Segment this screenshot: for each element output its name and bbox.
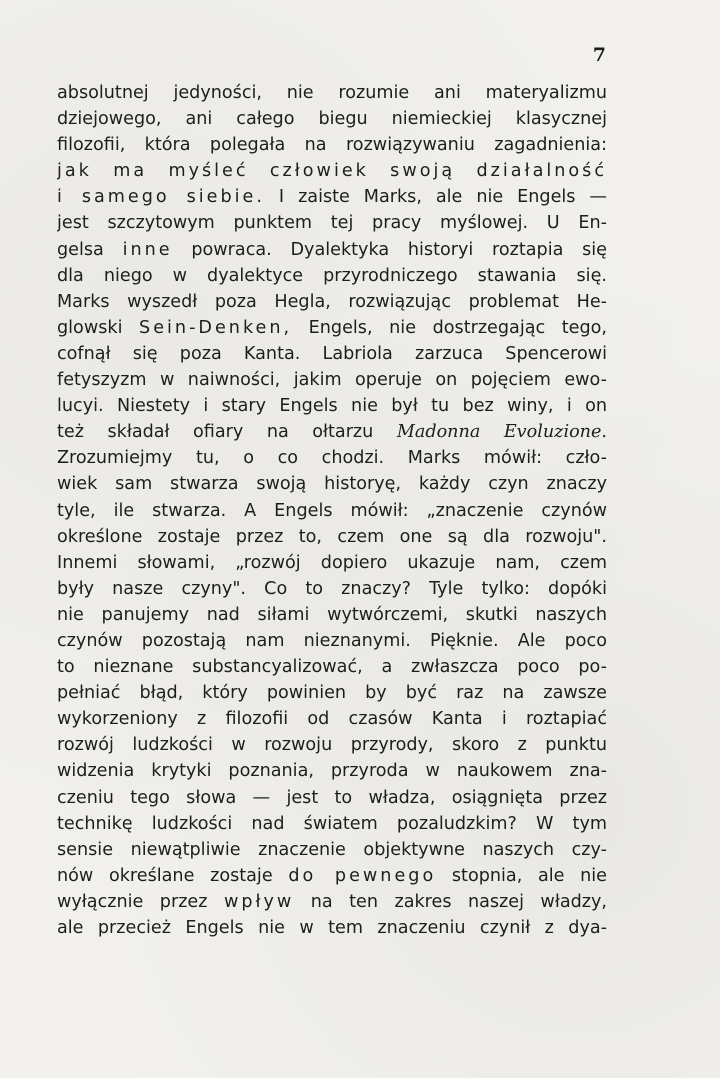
page-number: 7 (592, 44, 606, 66)
line-text: powraca. Dyalektyka historyi roztapia się (172, 239, 607, 260)
line-text: I zaiste Marks, ale nie Engels — (264, 187, 607, 208)
text-line (57, 445, 607, 471)
text-line (57, 367, 607, 393)
spaced-text: inne (122, 239, 173, 260)
line-text: określone zostaje przez to, czem one są dla rozwoju". (57, 526, 607, 547)
line-text: jest szczytowym punktem tej pracy myślowej. U En- (57, 213, 607, 234)
body-text (57, 80, 607, 941)
text-line (57, 680, 607, 706)
text-line (57, 863, 607, 889)
text-line (57, 419, 607, 445)
text-line (57, 184, 607, 210)
line-text: Marks wyszedł poza Hegla, rozwiązując problemat He- (57, 291, 607, 312)
line-text: Zrozumiejmy tu, o co chodzi. Marks mówił: czło- (57, 448, 607, 469)
text-line (57, 576, 607, 602)
text-line (57, 915, 607, 941)
line-text: to nieznane substancyalizować, a zwłaszcza poco po- (57, 657, 607, 678)
line-text: rozwój ludzkości w rozwoju przyrody, skoro z punktu (57, 735, 607, 756)
line-text: fetyszyzm w naiwności, jakim operuje on pojęciem ewo- (57, 370, 607, 391)
line-text: gelsa (57, 239, 123, 260)
text-line (57, 393, 607, 419)
spaced-text: Sein-Denken, (139, 317, 293, 338)
line-text: na ten zakres naszej władzy, (294, 891, 607, 912)
line-text: cofnął się poza Kanta. Labriola zarzuca Spencerowi (57, 343, 607, 364)
line-text: stopnia, ale nie (436, 865, 607, 886)
line-text: dziejowego, ani całego biegu niemieckiej klasycznej (57, 109, 607, 130)
line-text: wyłącznie przez (57, 891, 224, 912)
line-text: sensie niewątpliwie znaczenie objektywne naszych czy- (57, 839, 607, 860)
line-text: nie panujemy nad siłami wytwórczemi, skutki naszych (57, 604, 607, 625)
line-text: Innemi słowami, „rozwój dopiero ukazuje nam, czem (57, 552, 607, 573)
line-text: wykorzeniony z filozofii od czasów Kanta i roztapiać (57, 709, 607, 730)
text-line (57, 158, 607, 184)
spaced-text: i samego siebie. (57, 187, 265, 208)
text-line (57, 811, 607, 837)
line-text: też składał ofiary na ołtarzu (57, 422, 397, 443)
text-line (57, 210, 607, 236)
line-text: nów określane zostaje (57, 865, 289, 886)
text-line (57, 132, 607, 158)
spaced-text: jak ma myśleć człowiek swoją działalność (57, 161, 607, 182)
italic-text: Madonna Evoluzione. (396, 422, 607, 443)
line-text: pełniać błąd, który powinien by być raz na zawsze (57, 683, 607, 704)
line-text: wiek sam stwarza swoją historyę, każdy czyn znaczy (57, 474, 607, 495)
text-line (57, 524, 607, 550)
text-line (57, 837, 607, 863)
text-line (57, 602, 607, 628)
text-line (57, 106, 607, 132)
text-line (57, 263, 607, 289)
line-text: dla niego w dyalektyce przyrodniczego stawania się. (57, 265, 607, 286)
line-text: czeniu tego słowa — jest to władza, osiągnięta przez (57, 787, 607, 808)
text-line (57, 785, 607, 811)
line-text: filozofii, która polegała na rozwiązywaniu zagadnienia: (57, 135, 607, 156)
line-text: były nasze czyny". Co to znaczy? Tyle tylko: dopóki (57, 578, 607, 599)
text-line (57, 471, 607, 497)
line-text: tyle, ile stwarza. A Engels mówił: „znaczenie czynów (57, 500, 607, 521)
text-line (57, 706, 607, 732)
line-text: lucyi. Niestety i stary Engels nie był tu bez winy, i on (57, 396, 607, 417)
line-text: Engels, nie dostrzegając tego, (292, 317, 607, 338)
text-line (57, 289, 607, 315)
text-line (57, 654, 607, 680)
text-line (57, 732, 607, 758)
line-text: glowski (57, 317, 140, 338)
text-line (57, 341, 607, 367)
line-text: technikę ludzkości nad światem pozaludzkim? W tym (57, 813, 607, 834)
spaced-text: wpływ (223, 891, 295, 912)
text-line (57, 498, 607, 524)
line-text: absolutnej jedyności, nie rozumie ani materyalizmu (57, 83, 607, 103)
text-line (57, 315, 607, 341)
text-line (57, 237, 607, 263)
text-line (57, 550, 607, 576)
spaced-text: do pewnego (288, 865, 437, 886)
line-text: czynów pozostają nam nieznanymi. Pięknie. Ale poco (57, 630, 607, 651)
line-text: widzenia krytyki poznania, przyroda w naukowem zna- (57, 761, 607, 782)
text-line (57, 889, 607, 915)
text-line (57, 758, 607, 784)
text-line (57, 628, 607, 654)
line-text: ale przecież Engels nie w tem znaczeniu czynił z dya- (57, 918, 607, 938)
text-line (57, 80, 607, 106)
